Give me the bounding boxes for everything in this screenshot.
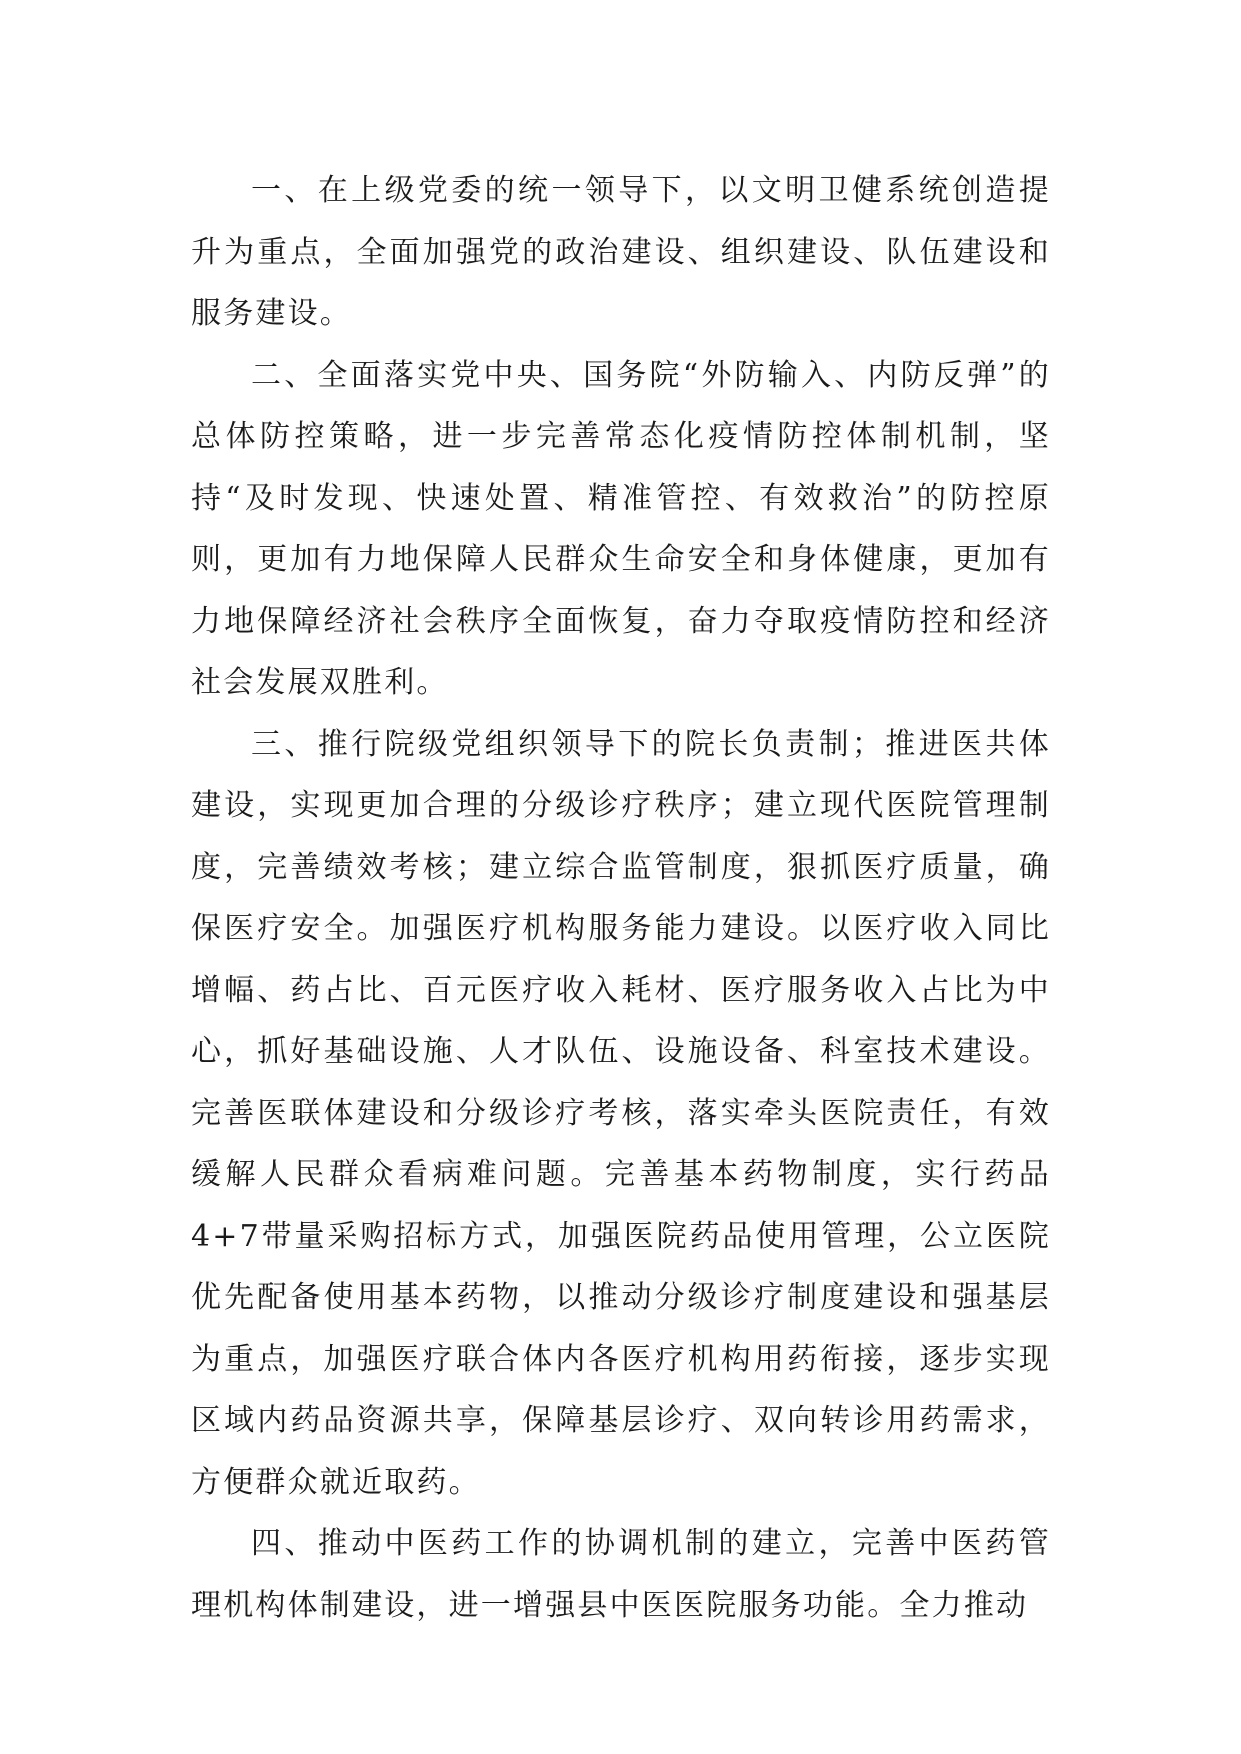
document-body <box>191 160 1051 1636</box>
paragraph-1: 一、在上级党委的统一领导下，以文明卫健系统创造提升为重点，全面加强党的政治建设、组织建设、队伍建设和服务建设。 <box>191 173 1051 331</box>
paragraph-4: 四、推动中医药工作的协调机制的建立，完善中医药管理机构体制建设，进一增强县中医医院服务功能。全力推动 <box>191 1526 1051 1623</box>
paragraph-3: 三、推行院级党组织领导下的院长负责制；推进医共体建设，实现更加合理的分级诊疗秩序；建立现代医院管理制度，完善绩效考核；建立综合监管制度，狠抓医疗质量，确保医疗安全。加强医疗机构服务能力建设。以医疗收入同比增幅、药占比、百元医疗收入耗材、医疗服务收入占比为中心，抓好基础设施、人才队伍、设施设备、科室技术建设。完善医联体建设和分级诊疗考核，落实牵头医院责任，有效缓解人民群众看病难问题。完善基本药物制度，实行药品4+7带量采购招标方式，加强医院药品使用管理，公立医院优先配备使用基本药物，以推动分级诊疗制度建设和强基层为重点，加强医疗联合体内各医疗机构用药衔接，逐步实现区域内药品资源共享，保障基层诊疗、双向转诊用药需求，方便群众就近取药。 <box>191 726 1051 1500</box>
paragraph-2: 二、全面落实党中央、国务院“外防输入、内防反弹”的总体防控策略，进一步完善常态化疫情防控体制机制，坚持“及时发现、快速处置、精准管控、有效救治”的防控原则，更加有力地保障人民群众生命安全和身体健康，更加有力地保障经济社会秩序全面恢复，奋力夺取疫情防控和经济社会发展双胜利。 <box>191 357 1051 700</box>
